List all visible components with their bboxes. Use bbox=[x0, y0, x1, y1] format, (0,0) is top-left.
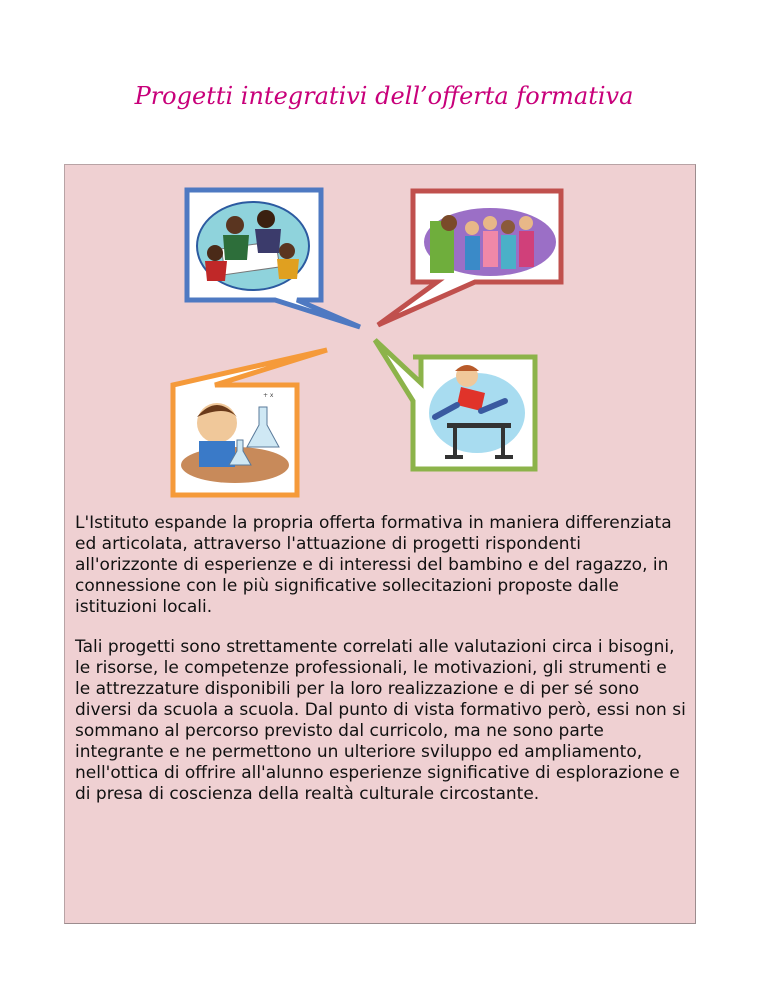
paragraph-intro: L'Istituto espande la propria offerta formativa in maniera differenziata ed articolata, attraverso l'attuazione di progetti rispondenti all'orizzonte di esperienze e di interessi del bambino e del ragazzo, in connessione con le più significative sollecitazioni proposte dalle istituzioni locali. bbox=[75, 513, 672, 617]
svg-text:+ x: + x bbox=[263, 392, 274, 399]
content-panel bbox=[64, 164, 696, 924]
child-jumping-hurdle-illustration bbox=[375, 340, 535, 469]
body-text bbox=[75, 513, 687, 824]
page-title: Progetti integrativi dell’offerta formativa bbox=[134, 82, 634, 110]
students-working-together-illustration bbox=[187, 190, 360, 327]
children-group-illustration bbox=[378, 191, 561, 325]
illustration-bubbles bbox=[65, 165, 697, 505]
paragraph-details: Tali progetti sono strettamente correlati alle valutazioni circa i bisogni, le risorse, le competenze professionali, le motivazioni, gli strumenti e le attrezzature disponibili per la loro realizzazione e di per sé sono diversi da scuola a scuola. Dal punto di vista formativo però, essi non si sommano al percorso previsto dal curricolo, ma ne sono parte integrante e ne permettono un ulteriore sviluppo ed ampliamento, nell'ottica di offrire all'alunno esperienze significative di esplorazione e di presa di coscienza della realtà culturale circostante. bbox=[75, 637, 686, 804]
child-science-experiment-illustration bbox=[173, 350, 327, 495]
